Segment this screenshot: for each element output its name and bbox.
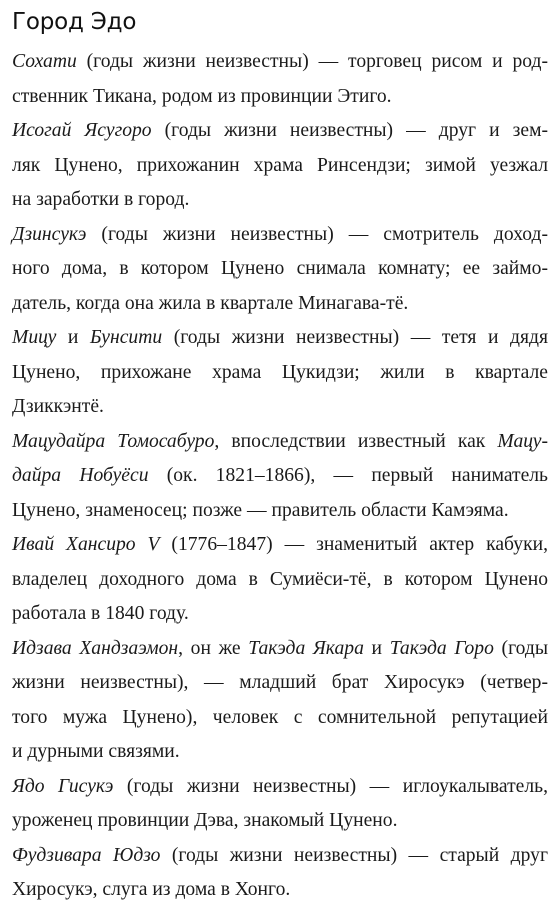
entry-line bbox=[12, 632, 548, 667]
entry-line bbox=[12, 114, 548, 149]
character-entry bbox=[12, 321, 548, 425]
entry-line bbox=[12, 735, 548, 770]
book-page bbox=[12, 0, 548, 908]
entry-text: , впоследствии известный как bbox=[214, 430, 498, 452]
entry-text: (годы жизни неизвестны) — смотритель доход- bbox=[86, 223, 548, 245]
entry-line bbox=[12, 80, 548, 115]
character-list bbox=[12, 45, 548, 908]
entry-text: на заработки в город. bbox=[12, 189, 190, 210]
entry-text: владелец доходного дома в Сумиёси-тё, в котором Цунено bbox=[12, 568, 548, 590]
entry-line bbox=[12, 701, 548, 736]
character-entry bbox=[12, 218, 548, 322]
character-entry bbox=[12, 528, 548, 632]
entry-text: (1776–1847) — знаменитый актер кабуки, bbox=[159, 534, 548, 555]
entry-text: того мужа Цунено), человек с сомнительной репутацией bbox=[12, 706, 548, 728]
entry-line bbox=[12, 390, 548, 425]
entry-text: (годы bbox=[493, 637, 548, 659]
character-name: дайра Нобуёси bbox=[12, 465, 149, 486]
character-entry bbox=[12, 45, 548, 114]
entry-text: ляк Цунено, прихожанин храма Ринсендзи; зимой уезжал bbox=[12, 154, 548, 176]
entry-text: жизни неизвестны), — младший брат Хиросукэ (четвер- bbox=[12, 672, 548, 693]
entry-text: ственник Тикана, родом из провинции Этиго. bbox=[12, 85, 392, 107]
entry-text: (ок. 1821–1866), — первый наниматель bbox=[148, 465, 548, 486]
character-entry bbox=[12, 425, 548, 529]
character-name: Бунсити bbox=[89, 327, 163, 348]
character-name: Такэда Горо bbox=[389, 637, 494, 659]
entry-line bbox=[12, 356, 548, 391]
entry-line bbox=[12, 321, 548, 356]
entry-line bbox=[12, 183, 548, 218]
character-name: Мицу bbox=[12, 327, 57, 348]
entry-text: работала в 1840 году. bbox=[12, 603, 189, 624]
entry-line bbox=[12, 287, 548, 322]
character-name: Исогай Ясугоро bbox=[12, 120, 152, 141]
entry-text: Хиросукэ, слуга из дома в Хонго. bbox=[12, 879, 291, 900]
character-entry bbox=[12, 839, 548, 908]
entry-text: и дурными связями. bbox=[12, 741, 180, 762]
entry-text: (годы жизни неизвестны) — торговец рисом и род- bbox=[76, 51, 548, 72]
character-entry bbox=[12, 114, 548, 218]
character-name: Фудзивара Юдзо bbox=[12, 844, 161, 866]
entry-line bbox=[12, 45, 548, 80]
character-entry bbox=[12, 770, 548, 839]
entry-line bbox=[12, 218, 548, 253]
character-name: Ядо Гисукэ bbox=[12, 775, 114, 797]
entry-text: , он же bbox=[178, 637, 249, 659]
entry-line bbox=[12, 252, 548, 287]
entry-line bbox=[12, 804, 548, 839]
entry-text: датель, когда она жила в квартале Минагава-тё. bbox=[12, 292, 409, 314]
entry-text: (годы жизни неизвестны) — старый друг bbox=[160, 844, 548, 866]
entry-line bbox=[12, 149, 548, 184]
entry-line bbox=[12, 459, 548, 494]
entry-text: (годы жизни неизвестны) — друг и зем- bbox=[151, 120, 548, 141]
character-name: Сохати bbox=[12, 51, 77, 72]
entry-line bbox=[12, 425, 548, 460]
section-title: Город Эдо bbox=[12, 9, 137, 35]
entry-line bbox=[12, 873, 548, 908]
entry-text: Цунено, знаменосец; позже — правитель области Камэяма. bbox=[12, 499, 509, 521]
entry-text: и bbox=[56, 327, 90, 348]
entry-line bbox=[12, 839, 548, 874]
entry-text: (годы жизни неизвестны) — тетя и дядя bbox=[162, 327, 548, 348]
character-name: Идзава Хандзаэмон bbox=[12, 637, 179, 659]
character-name: Дзинсукэ bbox=[12, 223, 87, 245]
entry-line bbox=[12, 597, 548, 632]
entry-text: уроженец провинции Дэва, знакомый Цунено. bbox=[12, 810, 398, 831]
entry-text: Дзиккэнтё. bbox=[12, 396, 104, 417]
entry-text: Цунено, прихожане храма Цукидзи; жили в квартале bbox=[12, 361, 548, 383]
entry-line bbox=[12, 563, 548, 598]
character-name: Такэда Якара bbox=[248, 637, 364, 659]
character-name: Мацу- bbox=[497, 430, 549, 452]
entry-text: (годы жизни неизвестны) — иглоукалыватель, bbox=[113, 775, 548, 797]
entry-line bbox=[12, 666, 548, 701]
character-entry bbox=[12, 632, 548, 770]
character-name: Мацудайра Томосабуро bbox=[12, 430, 215, 452]
entry-line bbox=[12, 494, 548, 529]
character-name: Ивай Хансиро V bbox=[12, 534, 160, 555]
entry-text: и bbox=[363, 637, 390, 659]
entry-text: ного дома, в котором Цунено снимала комнату; ее займо- bbox=[12, 258, 548, 279]
entry-line bbox=[12, 770, 548, 805]
entry-line bbox=[12, 528, 548, 563]
